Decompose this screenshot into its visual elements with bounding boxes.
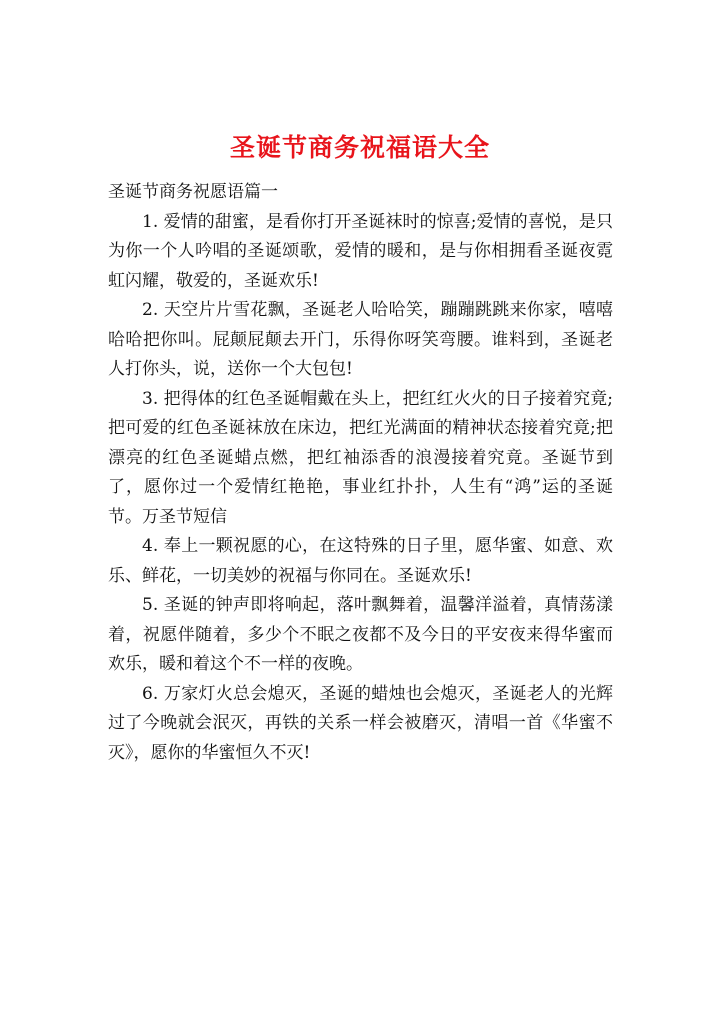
paragraph-4: 4. 奉上一颗祝愿的心，在这特殊的日子里，愿华蜜、如意、欢乐、鲜花，一切美妙的祝福与你同在。圣诞欢乐! xyxy=(108,536,613,586)
paragraph-6: 6. 万家灯火总会熄灭，圣诞的蜡烛也会熄灭，圣诞老人的光辉过了今晚就会泯灭，再铁的关系一样会被磨灭，清唱一首《华蜜不灭》，愿你的华蜜恒久不灭! xyxy=(108,683,613,763)
paragraph-2: 2. 天空片片雪花飘，圣诞老人哈哈笑，蹦蹦跳跳来你家，嘻嘻哈哈把你叫。屁颠屁颠去开门，乐得你呀笑弯腰。谁料到，圣诞老人打你头，说，送你一个大包包! xyxy=(108,300,613,379)
paragraph-3: 3. 把得体的红色圣诞帽戴在头上，把红红火火的日子接着究竟;把可爱的红色圣诞袜放在床边，把红光满面的精神状态接着究竟;把漂亮的红色圣诞蜡点燃，把红袖添香的浪漫接着究竟。圣诞节到了，愿你过一个爱情红艳艳，事业红扑扑，人生有“鸿”运的圣诞节。万圣节短信 xyxy=(108,388,613,527)
document-title: 圣诞节商务祝福语大全 xyxy=(229,132,490,162)
section-heading: 圣诞节商务祝愿语篇一 xyxy=(108,182,278,202)
paragraph-5: 5. 圣诞的钟声即将响起，落叶飘舞着，温馨洋溢着，真情荡漾着，祝愿伴随着，多少个不眠之夜都不及今日的平安夜来得华蜜而欢乐，暖和着这个不一样的夜晚。 xyxy=(108,595,613,674)
paragraph-1: 1. 爱情的甜蜜，是看你打开圣诞袜时的惊喜;爱情的喜悦，是只为你一个人吟唱的圣诞颂歌，爱情的暖和，是与你相拥看圣诞夜霓虹闪耀，敬爱的，圣诞欢乐! xyxy=(108,211,613,291)
document-body xyxy=(108,178,613,768)
